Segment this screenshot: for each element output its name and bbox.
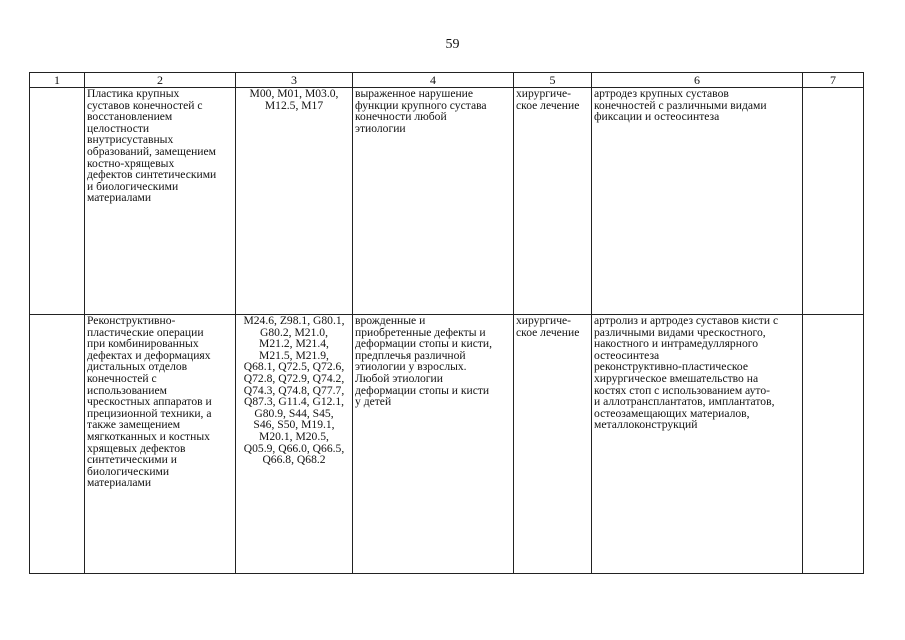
- cell-text-line: конечности любой: [355, 110, 447, 124]
- cell-text-line: артродез крупных суставов: [594, 87, 729, 100]
- cell-icd-codes: [236, 88, 353, 315]
- services-table: [29, 72, 864, 574]
- cell-text-line: Q05.9, Q66.0, Q66.5,: [243, 441, 345, 455]
- column-header: 1: [30, 73, 85, 88]
- cell-treatment-method: [592, 88, 803, 315]
- cell-text-line: деформации стопы и кисти,: [355, 337, 493, 351]
- cell-text-line: также замещением: [87, 418, 181, 432]
- cell-text-line: Реконструктивно-: [87, 314, 176, 327]
- cell-text-line: дефектов синтетическими: [87, 168, 217, 182]
- cell-text-line: прецизионной техники, а: [87, 406, 212, 420]
- cell-text-line: материалами: [87, 476, 152, 490]
- cell-text-line: хирургиче-: [516, 314, 572, 327]
- cell-text-line: хирургическое вмешательство на: [594, 371, 759, 385]
- cell-text-line: деформации стопы и кисти: [355, 383, 490, 397]
- column-header: 2: [85, 73, 236, 88]
- cell-text-line: Q72.8, Q72.9, Q74.2,: [243, 371, 345, 385]
- cell-text-line: дистальных отделов: [87, 360, 188, 374]
- cell-cost: [803, 315, 864, 574]
- cell-number: [30, 88, 85, 315]
- cell-text-line: остеосинтеза: [594, 348, 660, 362]
- cell-text-line: образований, замещением: [87, 144, 216, 158]
- cell-text-line: M12.5, M17: [264, 98, 324, 112]
- cell-text-line: Пластика крупных: [87, 87, 180, 100]
- cell-text-line: костно-хрящевых: [87, 156, 175, 170]
- cell-treatment-method: [592, 315, 803, 574]
- table-row: [30, 88, 864, 315]
- cell-text-line: восстановлением: [87, 110, 173, 124]
- cell-text-line: Q68.1, Q72.5, Q72.6,: [243, 360, 345, 374]
- cell-treatment-type: [514, 88, 592, 315]
- cell-text-line: врожденные и: [355, 314, 426, 327]
- cell-text-line: остеозамещающих материалов,: [594, 406, 750, 420]
- cell-text-line: внутрисуставных: [87, 133, 174, 147]
- cell-text-line: целостности: [87, 121, 150, 135]
- cell-text-line: Q74.3, Q74.8, Q77.7,: [243, 383, 345, 397]
- cell-text-line: функции крупного сустава: [355, 98, 487, 112]
- cell-icd-codes: [236, 315, 353, 574]
- cell-text-line: дефектах и деформациях: [87, 348, 211, 362]
- cell-text-line: у детей: [355, 395, 392, 409]
- column-header: 4: [353, 73, 514, 88]
- cell-text-line: артролиз и артродез суставов кисти с: [594, 314, 779, 327]
- cell-text-line: M24.6, Z98.1, G80.1,: [243, 314, 345, 327]
- cell-text-line: мягкотканных и костных: [87, 429, 210, 443]
- table-row: [30, 315, 864, 574]
- cell-number: [30, 315, 85, 574]
- cell-patient-model: [353, 315, 514, 574]
- cell-text-line: предплечья различной: [355, 348, 466, 362]
- cell-text-line: различными видами чрескостного,: [594, 325, 766, 339]
- cell-text-line: материалами: [87, 191, 152, 205]
- cell-text-line: при комбинированных: [87, 337, 199, 351]
- cell-text-line: Q87.3, G11.4, G12.1,: [243, 395, 345, 409]
- cell-text-line: пластические операции: [87, 325, 204, 339]
- cell-text-line: и аллотрансплантатов, имплантатов,: [594, 395, 775, 409]
- cell-patient-model: [353, 88, 514, 315]
- cell-cost: [803, 88, 864, 315]
- column-header: 3: [236, 73, 353, 88]
- cell-text-line: M00, M01, M03.0,: [249, 87, 339, 100]
- cell-text-line: Q66.8, Q68.2: [262, 453, 326, 467]
- column-header: 6: [592, 73, 803, 88]
- column-header: 5: [514, 73, 592, 88]
- cell-method-name: [85, 88, 236, 315]
- cell-text-line: ское лечение: [516, 98, 580, 112]
- cell-text-line: реконструктивно-пластическое: [594, 360, 748, 374]
- cell-text-line: синтетическими и: [87, 453, 177, 467]
- cell-text-line: биологическими: [87, 464, 170, 478]
- cell-text-line: Любой этиологии: [355, 371, 443, 385]
- cell-text-line: M21.5, M21.9,: [259, 348, 329, 362]
- cell-treatment-type: [514, 315, 592, 574]
- cell-text-line: M20.1, M20.5,: [259, 429, 329, 443]
- cell-text-line: и биологическими: [87, 179, 179, 193]
- cell-text-line: костях стоп с использованием ауто-: [594, 383, 770, 397]
- cell-text-line: накостного и интрамедуллярного: [594, 337, 758, 351]
- cell-text-line: ское лечение: [516, 325, 580, 339]
- header-row: [30, 73, 864, 88]
- cell-text-line: фиксации и остеосинтеза: [594, 110, 720, 124]
- cell-text-line: этиологии: [355, 121, 406, 135]
- cell-text-line: M21.2, M21.4,: [259, 337, 329, 351]
- cell-text-line: G80.9, S44, S45,: [254, 406, 334, 420]
- cell-text-line: хрящевых дефектов: [87, 441, 186, 455]
- cell-text-line: металлоконструкций: [594, 418, 698, 432]
- cell-text-line: G80.2, M21.0,: [260, 325, 328, 339]
- cell-text-line: S46, S50, M19.1,: [253, 418, 335, 432]
- page-number: 59: [445, 37, 460, 52]
- cell-method-name: [85, 315, 236, 574]
- cell-text-line: конечностей с различными видами: [594, 98, 767, 112]
- cell-text-line: этиологии у взрослых.: [355, 360, 467, 374]
- cell-text-line: хирургиче-: [516, 87, 572, 100]
- cell-text-line: чрескостных аппаратов и: [87, 395, 212, 409]
- cell-text-line: использованием: [87, 383, 167, 397]
- cell-text-line: конечностей с: [87, 371, 157, 385]
- cell-text-line: приобретенные дефекты и: [355, 325, 486, 339]
- column-header: 7: [803, 73, 864, 88]
- cell-text-line: выраженное нарушение: [355, 87, 474, 100]
- cell-text-line: суставов конечностей с: [87, 98, 203, 112]
